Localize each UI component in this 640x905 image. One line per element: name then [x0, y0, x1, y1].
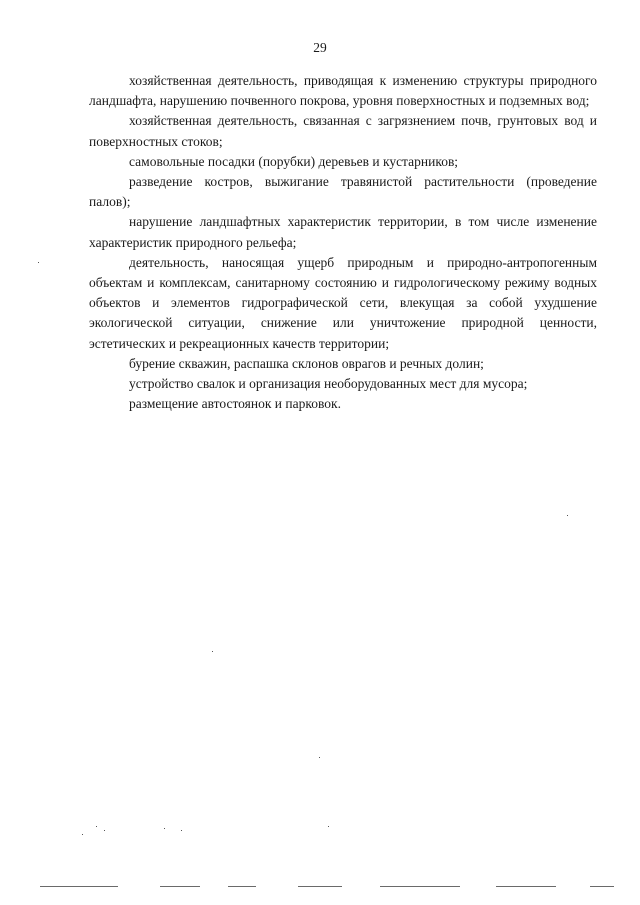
paragraph: размещение автостоянок и парковок. — [129, 396, 341, 412]
scan-edge-line — [160, 886, 200, 887]
paragraph: бурение скважин, распашка склонов оврагов и речных долин; — [129, 355, 484, 371]
paragraph: разведение костров, выжигание травянистой растительности (проведение палов); — [89, 174, 597, 210]
scan-edge-line — [590, 886, 614, 887]
paragraph: хозяйственная деятельность, приводящая к изменению структуры природного ландшафта, нарушению почвенного покрова, уровня поверхностных и подземных вод; — [89, 73, 597, 109]
page-number: 29 — [313, 40, 327, 55]
scan-speck — [164, 828, 165, 829]
scan-edge-line — [496, 886, 556, 887]
scan-speck — [319, 757, 320, 758]
scan-edge-line — [380, 886, 460, 887]
scan-edge-line — [228, 886, 256, 887]
scan-speck — [567, 515, 568, 516]
paragraph: устройство свалок и организация необорудованных мест для мусора; — [129, 376, 528, 392]
scan-speck — [212, 651, 213, 652]
body-text — [89, 71, 597, 414]
scan-edge-line — [40, 886, 118, 887]
scan-speck — [96, 826, 97, 827]
scan-speck — [181, 830, 182, 831]
scan-edge-line — [298, 886, 342, 887]
paragraph: хозяйственная деятельность, связанная с загрязнением почв, грунтовых вод и поверхностных стоков; — [89, 113, 597, 149]
scan-speck — [328, 826, 329, 827]
scan-speck — [104, 830, 105, 831]
paragraph: деятельность, наносящая ущерб природным и природно-антропогенным объектам и комплексам, санитарному состоянию и гидрологическому режиму водных объектов и элементов гидрографической сети, влекущая за собой ухудшение экологической ситуации, снижение или уничтожение природной ценности, эстетических и рекреационных качеств территории; — [89, 254, 597, 351]
paragraph: нарушение ландшафтных характеристик территории, в том числе изменение характеристик природного рельефа; — [89, 214, 597, 250]
scan-speck — [38, 262, 39, 263]
paragraph: самовольные посадки (порубки) деревьев и кустарников; — [129, 153, 459, 169]
scan-speck — [82, 834, 83, 835]
